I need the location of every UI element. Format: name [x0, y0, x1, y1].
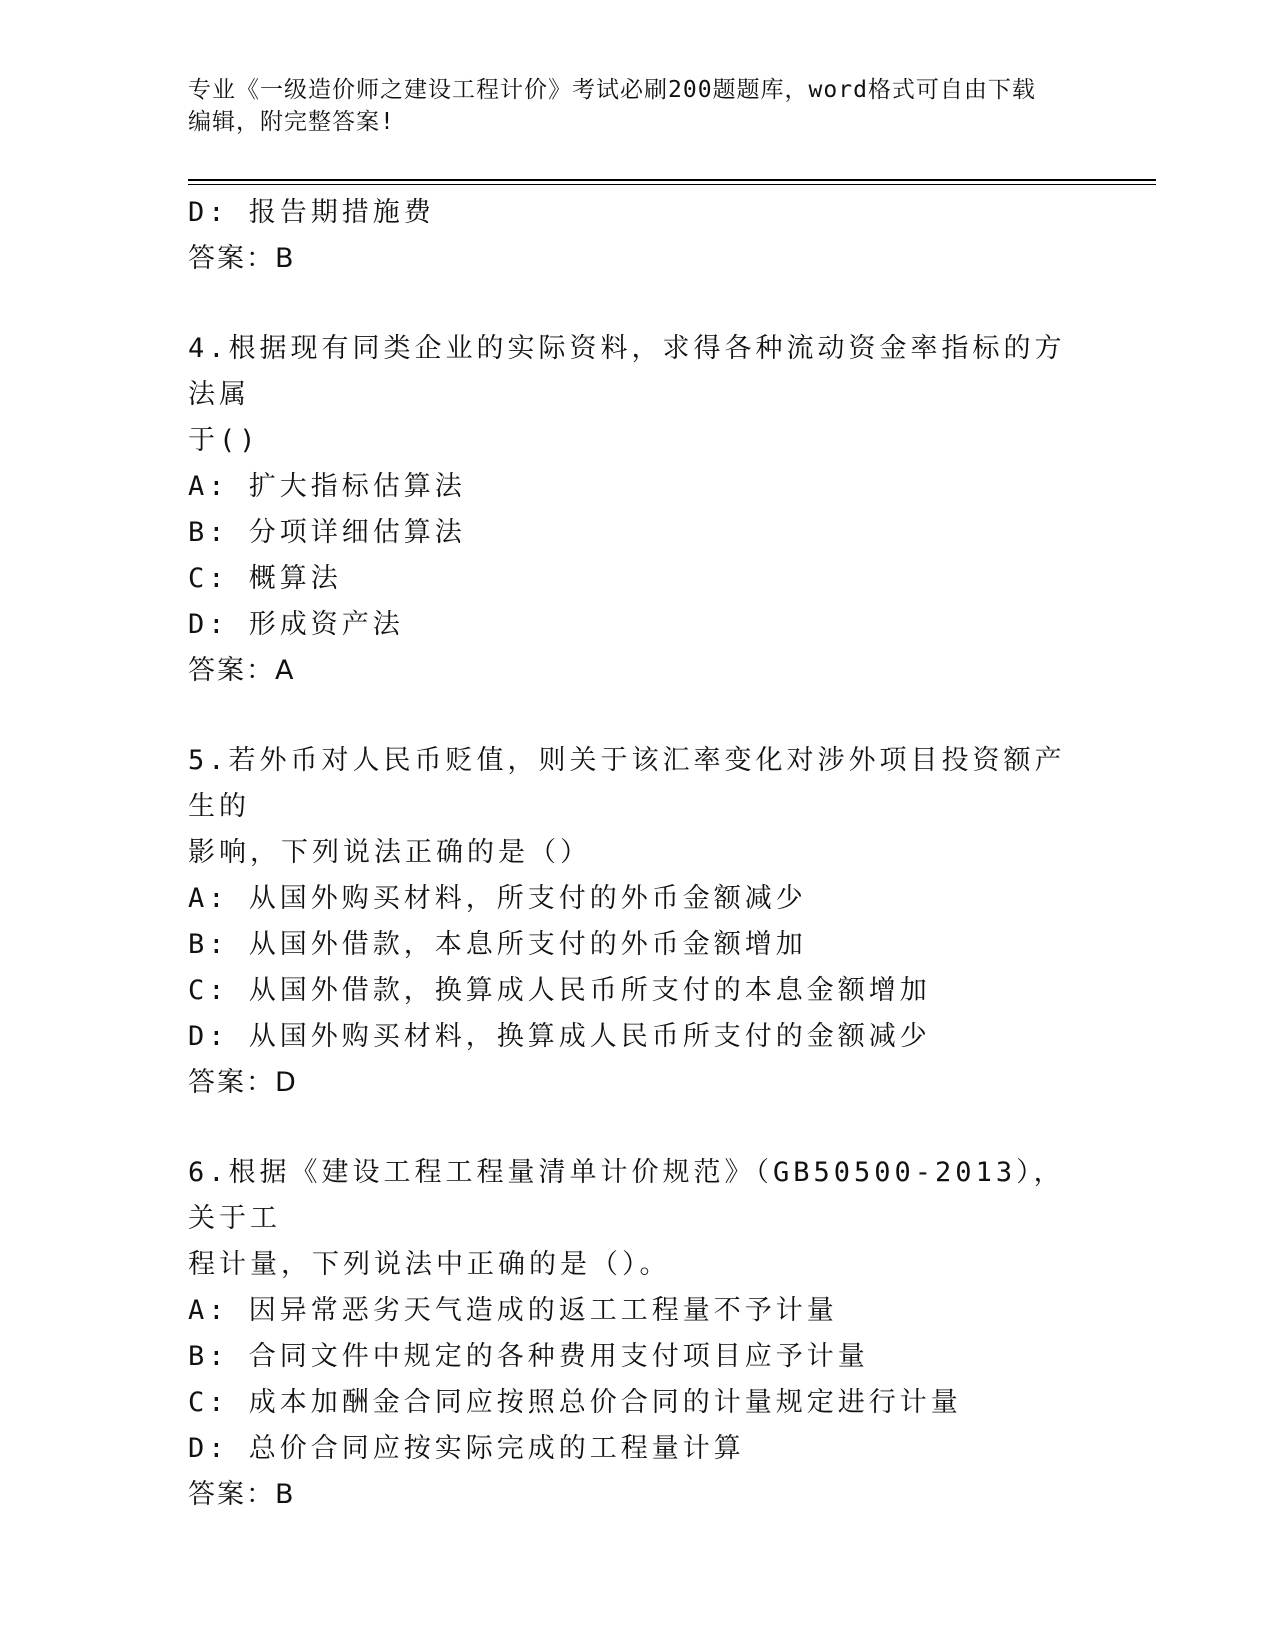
spacer	[188, 1106, 1068, 1150]
question-stem: 4.根据现有同类企业的实际资料，求得各种流动资金率指标的方法属	[188, 333, 1066, 410]
question-stem-continued: 影响，下列说法正确的是（）	[188, 837, 591, 868]
option-c: C: 成本加酬金合同应按照总价合同的计量规定进行计量	[188, 1387, 962, 1418]
page-header	[188, 74, 1088, 138]
question-stem-continued: 程计量，下列说法中正确的是（）。	[188, 1249, 671, 1280]
option-d: D: 总价合同应按实际完成的工程量计算	[188, 1433, 745, 1464]
answer-line: 答案：B	[188, 1479, 296, 1510]
option-c: C: 从国外借款，换算成人民币所支付的本息金额增加	[188, 975, 931, 1006]
option-b: B: 从国外借款，本息所支付的外币金额增加	[188, 929, 807, 960]
header-line-1: 专业《一级造价师之建设工程计价》考试必刷200题题库，word格式可自由下载	[188, 77, 1036, 103]
question-6	[188, 1150, 1068, 1518]
header-divider-thin	[188, 184, 1156, 185]
header-divider-thick	[188, 179, 1156, 181]
question-stem: 5.若外币对人民币贬值，则关于该汇率变化对涉外项目投资额产生的	[188, 745, 1066, 822]
question-stem: 6.根据《建设工程工程量清单计价规范》（GB50500-2013），关于工	[188, 1157, 1065, 1234]
option-a: A: 扩大指标估算法	[188, 471, 466, 502]
header-line-2: 编辑，附完整答案!	[188, 109, 395, 135]
option-b: B: 合同文件中规定的各种费用支付项目应予计量	[188, 1341, 869, 1372]
answer-line: 答案：B	[188, 243, 296, 274]
question-5	[188, 738, 1068, 1106]
answer-line: 答案：D	[188, 1067, 298, 1098]
option-a: A: 因异常恶劣天气造成的返工工程量不予计量	[188, 1295, 838, 1326]
answer-line: 答案：A	[188, 655, 296, 686]
option-d: D: 从国外购买材料，换算成人民币所支付的金额减少	[188, 1021, 931, 1052]
option-c: C: 概算法	[188, 563, 342, 594]
option-d: D: 报告期措施费	[188, 197, 435, 228]
spacer	[188, 694, 1068, 738]
question-list	[188, 190, 1068, 1518]
option-b: B: 分项详细估算法	[188, 517, 466, 548]
question-4	[188, 326, 1068, 694]
question-3-tail	[188, 190, 1068, 282]
question-stem-continued: 于()	[188, 425, 260, 456]
spacer	[188, 282, 1068, 326]
option-d: D: 形成资产法	[188, 609, 404, 640]
option-a: A: 从国外购买材料，所支付的外币金额减少	[188, 883, 807, 914]
